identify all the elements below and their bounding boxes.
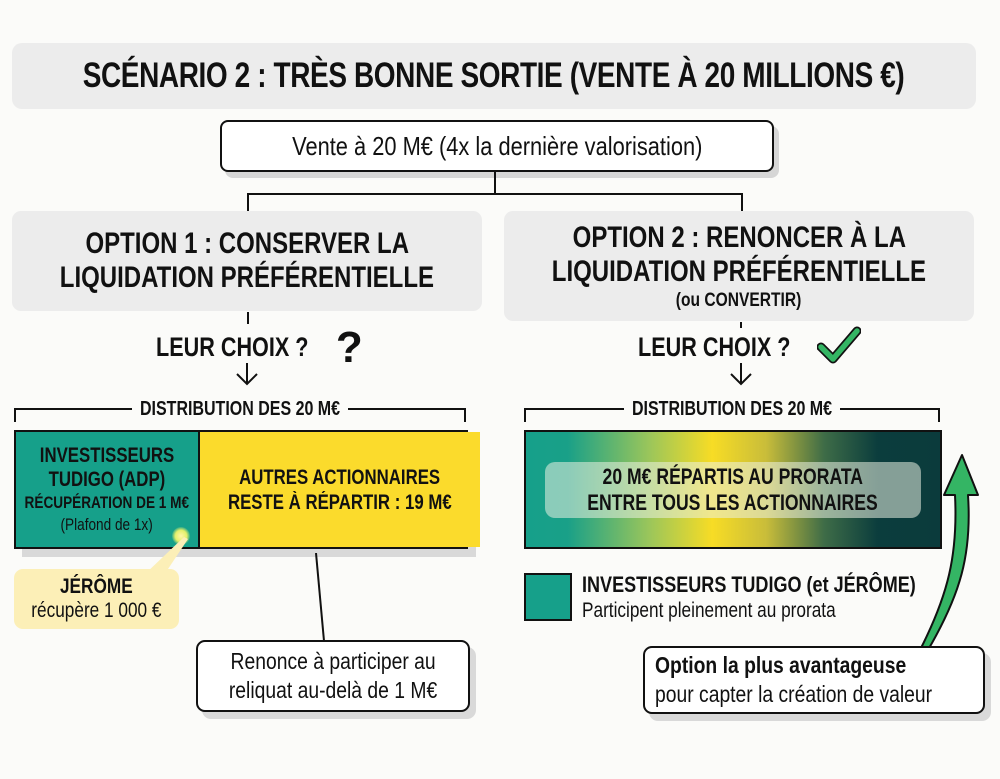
option2-note-line1: Option la plus avantageuse (655, 652, 907, 678)
question-mark-icon: ? (335, 322, 363, 372)
legend-swatch-teal (524, 573, 572, 621)
sale-box-text: Vente à 20 M€ (4x la dernière valorisation) (291, 130, 703, 161)
option1-note (196, 640, 470, 712)
option2-choice-label: LEUR CHOIX ? (637, 332, 791, 362)
connector-vertical-main (494, 170, 496, 194)
option2-title-line2: LIQUIDATION PRÉFÉRENTIELLE (551, 254, 927, 288)
legend-text: Participent pleinement au prorata (582, 599, 836, 622)
option1-connector (247, 312, 249, 324)
option1-distribution-header (14, 398, 466, 422)
option2-title-line1: OPTION 2 : RENONCER À LA (572, 220, 906, 254)
jerome-callout (14, 569, 179, 629)
page-title: SCÉNARIO 2 : TRÈS BONNE SORTIE (VENTE À 20 MILLIONS €) (83, 56, 905, 95)
connector-left-drop (247, 193, 249, 211)
arrow-down-icon (233, 362, 261, 390)
prorata-line2: ENTRE TOUS LES ACTIONNAIRES (587, 489, 879, 515)
segment-others-line1: AUTRES ACTIONNAIRES (239, 465, 441, 489)
segment-investors-line4: (Plafond de 1x) (60, 514, 154, 534)
option2-panel (504, 211, 974, 321)
segment-investors-line3: RÉCUPÉRATION DE 1 M€ (24, 492, 190, 512)
connector-right-drop (741, 193, 743, 211)
jerome-name: JÉRÔME (60, 575, 133, 598)
option2-distribution-header (524, 398, 940, 422)
segment-investors-tudigo (16, 432, 198, 547)
segment-other-shareholders (198, 432, 480, 547)
option1-note-line2: reliquat au-delà de 1 M€ (228, 677, 438, 703)
option1-distribution-bar (14, 430, 468, 549)
option2-distribution-label: DISTRIBUTION DES 20 M€ (624, 398, 840, 421)
note-leader-line (310, 553, 330, 643)
jerome-amount: récupère 1 000 € (31, 599, 162, 622)
checkmark-icon (817, 325, 861, 370)
legend-title: INVESTISSEURS TUDIGO (et JÉRÔME) (582, 572, 916, 597)
option1-note-line1: Renonce à participer au (230, 648, 436, 674)
prorata-label (545, 462, 920, 518)
option2-note (643, 646, 985, 714)
option1-distribution-label: DISTRIBUTION DES 20 M€ (132, 398, 348, 421)
sale-box (220, 120, 774, 172)
option2-distribution-bar (524, 430, 942, 549)
option2-note-line2: pour capter la création de valeur (655, 681, 933, 707)
segment-investors-line1: INVESTISSEURS (39, 443, 175, 467)
segment-investors-line2: TUDIGO (ADP) (48, 467, 166, 491)
option2-subtitle: (ou CONVERTIR) (676, 289, 802, 311)
option1-title-line1: OPTION 1 : CONSERVER LA (85, 227, 409, 260)
arrow-down-icon (727, 362, 755, 390)
upward-arrow-icon (910, 445, 995, 655)
option1-title-line2: LIQUIDATION PRÉFÉRENTIELLE (59, 261, 435, 294)
connector-horizontal (247, 193, 743, 195)
title-banner (12, 43, 976, 109)
segment-others-line2: RESTE À RÉPARTIR : 19 M€ (227, 490, 452, 514)
option1-choice-label: LEUR CHOIX ? (156, 332, 309, 362)
option1-panel (12, 211, 482, 311)
prorata-line1: 20 M€ RÉPARTIS AU PRORATA (602, 463, 864, 489)
